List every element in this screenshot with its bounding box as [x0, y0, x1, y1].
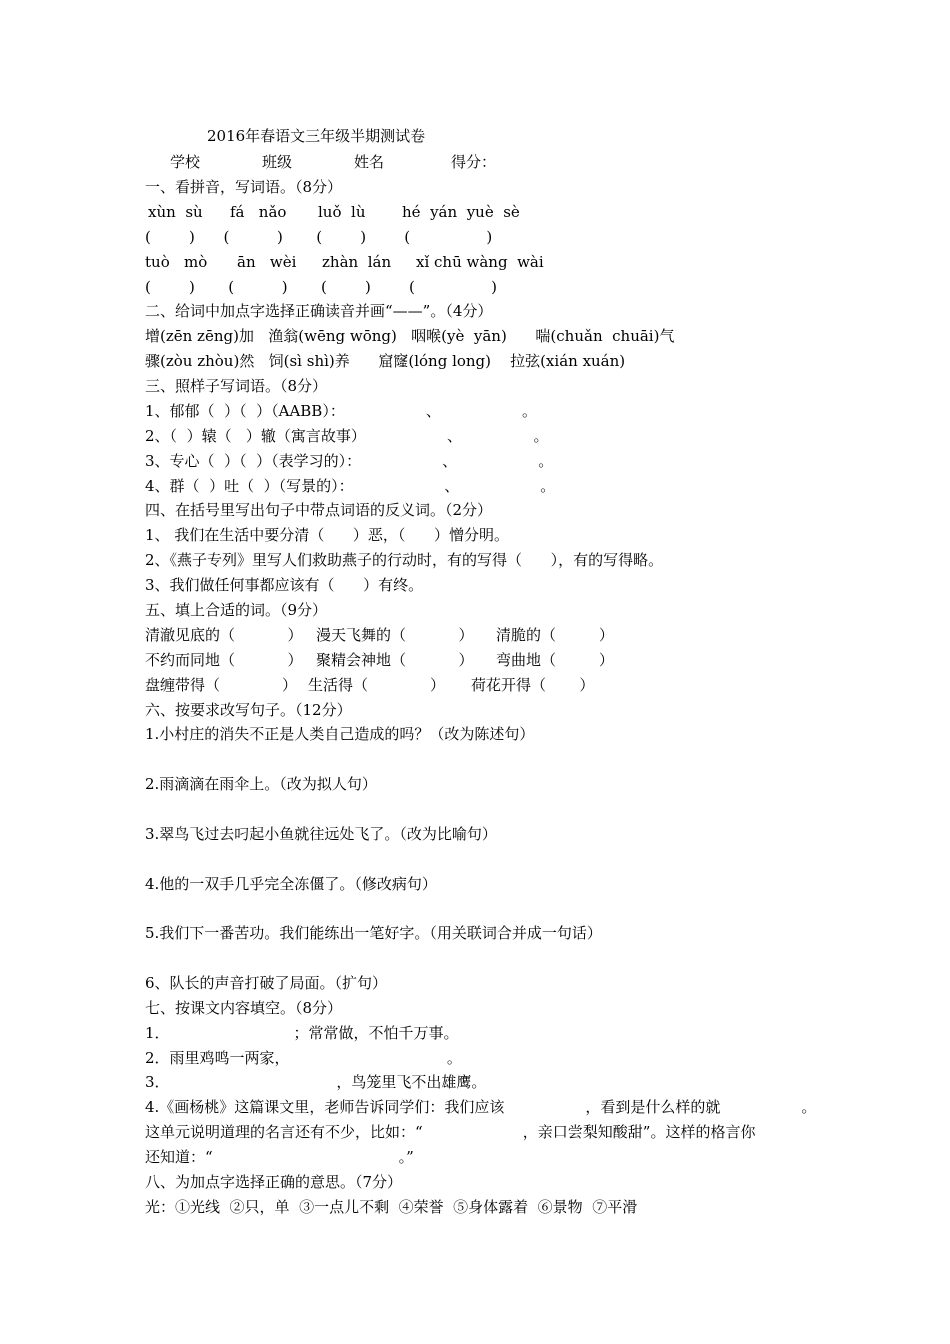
q6-item-6: 6、队长的声音打破了局面。（扩句） — [145, 974, 388, 992]
q5-r2-c1: 不约而同地（ ） — [145, 651, 303, 669]
pinyin-2: fá nǎo — [230, 203, 287, 221]
q7-item-5: 这单元说明道理的名言还有不少，比如：“ ，亲口尝梨知酸甜”。这样的格言你 — [145, 1123, 756, 1141]
q7-item-3: 3． ，鸟笼里飞不出雄鹰。 — [145, 1073, 487, 1091]
q3-item-4: 4、群（ ）吐（ ）（写景的）： 、 。 — [145, 477, 556, 495]
q5-r2-c3: 弯曲地（ ） — [496, 651, 614, 669]
q6-item-5: 5.我们下一番苦功。我们能练出一笔好字。（用关联词合并成一句话） — [145, 924, 602, 942]
pinyin-8: xǐ chū wàng wài — [416, 253, 544, 271]
q6-item-3: 3.翠鸟飞过去叼起小鱼就往远处飞了。（改为比喻句） — [145, 825, 497, 843]
q8-title: 八、为加点字选择正确的意思。（7分） — [145, 1173, 403, 1191]
q3-title: 三、照样子写词语。（8分） — [145, 377, 328, 395]
q4-item-1: 1、 我们在生活中要分清（ ）恶，（ ）憎分明。 — [145, 526, 510, 544]
q7-title: 七、按课文内容填空。（8分） — [145, 999, 343, 1017]
pinyin-7: zhàn lán — [322, 253, 392, 271]
field-score: 得分： — [451, 153, 497, 171]
pinyin-1: xùn sù — [148, 203, 203, 221]
q7-item-4: 4.《画杨桃》这篇课文里，老师告诉同学们：我们应该 ，看到是什么样的就 。 — [145, 1098, 817, 1116]
field-school: 学校 — [170, 153, 201, 171]
q2-title: 二、给词中加点字选择正确读音并画“——”。（4分） — [145, 302, 493, 320]
q3-item-2: 2、（ ）辕（ ）辙（寓言故事） 、 。 — [145, 427, 549, 445]
q7-item-1: 1． ；常常做，不怕千万事。 — [145, 1024, 459, 1042]
q6-item-2: 2.雨滴滴在雨伞上。（改为拟人句） — [145, 775, 377, 793]
q6-item-1: 1.小村庄的消失不正是人类自己造成的吗？（改为陈述句） — [145, 725, 535, 743]
q5-r3-c2: 生活得（ ） — [308, 676, 445, 694]
q8-line: 光：①光线 ②只，单 ③一点儿不剩 ④荣誉 ⑤身体露着 ⑥景物 ⑦平滑 — [145, 1198, 638, 1216]
q5-r3-c3: 荷花开得（ ） — [471, 676, 595, 694]
q4-item-2: 2、《燕子专列》里写人们救助燕子的行动时，有的写得（ ），有的写得略。 — [145, 551, 664, 569]
exam-title: 2016年春语文三年级半期测试卷 — [207, 127, 426, 145]
q7-item-6: 还知道：“ 。” — [145, 1148, 414, 1166]
q1-blanks-2: ( ) ( ) ( ) ( ) — [145, 278, 497, 296]
field-name: 姓名 — [354, 153, 385, 171]
q4-title: 四、在括号里写出句子中带点词语的反义词。（2分） — [145, 501, 493, 519]
q5-r2-c2: 聚精会神地（ ） — [316, 651, 474, 669]
q6-item-4: 4.他的一双手几乎完全冻僵了。（修改病句） — [145, 875, 437, 893]
q5-r1-c2: 漫天飞舞的（ ） — [316, 626, 474, 644]
q3-item-3: 3、专心（ ）（ ）（表学习的）： 、 。 — [145, 452, 554, 470]
q1-blanks-1: ( ) ( ) ( ) ( ) — [145, 228, 493, 246]
field-class: 班级 — [262, 153, 293, 171]
pinyin-3: luǒ lù — [318, 203, 366, 221]
q2-line-1: 增(zēn zēng)加 渔翁(wēng wōng) 咽喉(yè yān) 喘(chuǎn chuāi)气 — [145, 327, 675, 345]
q6-title: 六、按要求改写句子。（12分） — [145, 701, 352, 719]
q7-item-2: 2．雨里鸡鸣一两家， 。 — [145, 1049, 462, 1067]
q5-title: 五、填上合适的词。（9分） — [145, 601, 328, 619]
q2-line-2: 骤(zòu zhòu)然 饲(sì shì)养 窟窿(lóng long) 拉弦(xián xuán) — [145, 352, 626, 370]
q5-r1-c3: 清脆的（ ） — [496, 626, 614, 644]
q4-item-3: 3、我们做任何事都应该有（ ）有终。 — [145, 576, 424, 594]
pinyin-5: tuò mò — [145, 253, 208, 271]
q1-title: 一、看拼音，写词语。（8分） — [145, 178, 343, 196]
q3-item-1: 1、郁郁（ ）（ ）（AABB）： 、 。 — [145, 402, 537, 420]
q5-r3-c1: 盘缠带得（ ） — [145, 676, 297, 694]
q5-r1-c1: 清澈见底的（ ） — [145, 626, 303, 644]
pinyin-6: ān wèi — [237, 253, 297, 271]
pinyin-4: hé yán yuè sè — [402, 203, 520, 221]
